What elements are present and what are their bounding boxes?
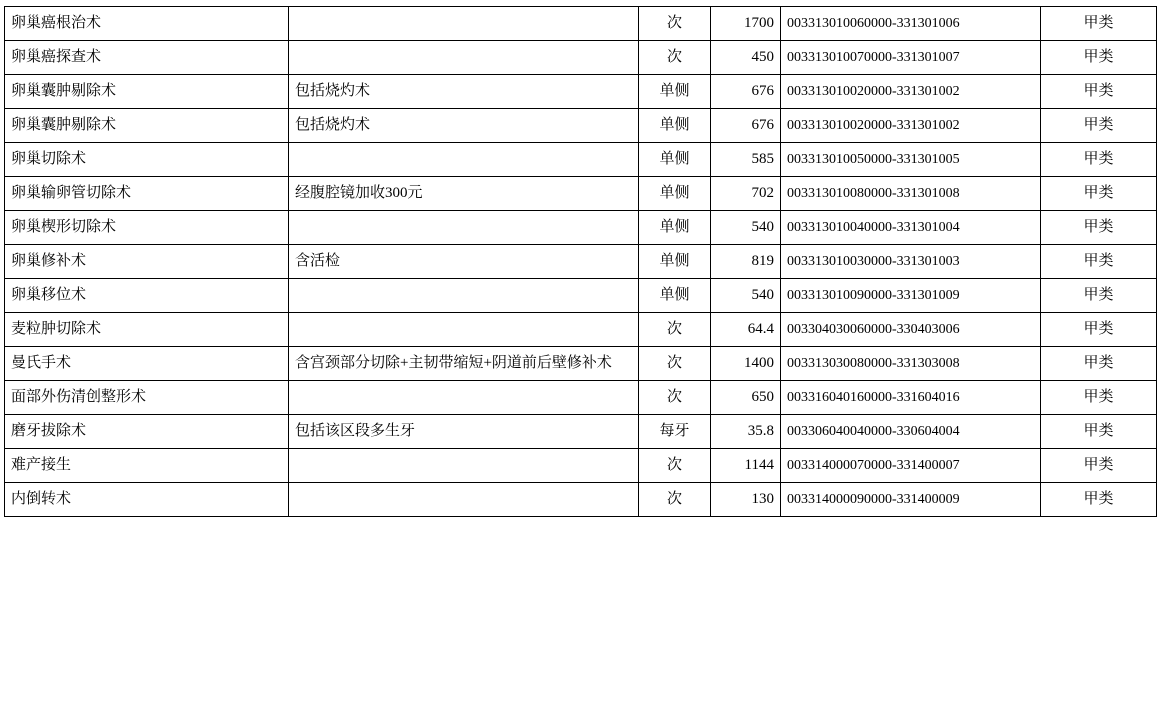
cell-item-description: 包括该区段多生牙 [289,415,639,449]
table-row [5,143,1157,177]
cell-price: 130 [711,483,781,517]
cell-item-name: 卵巢楔形切除术 [5,211,289,245]
cell-price: 819 [711,245,781,279]
cell-price: 64.4 [711,313,781,347]
cell-item-description [289,7,639,41]
cell-item-description [289,313,639,347]
cell-code: 003313010020000-331301002 [781,109,1041,143]
cell-code: 003313010080000-331301008 [781,177,1041,211]
cell-item-name: 卵巢囊肿剔除术 [5,109,289,143]
cell-item-name: 面部外伤清创整形术 [5,381,289,415]
cell-code: 003313010030000-331301003 [781,245,1041,279]
cell-unit: 单侧 [639,177,711,211]
cell-class: 甲类 [1041,109,1157,143]
cell-class: 甲类 [1041,347,1157,381]
cell-price: 540 [711,279,781,313]
cell-class: 甲类 [1041,7,1157,41]
cell-item-name: 内倒转术 [5,483,289,517]
cell-item-description [289,143,639,177]
table-row [5,449,1157,483]
cell-item-name: 磨牙拔除术 [5,415,289,449]
cell-code: 003313030080000-331303008 [781,347,1041,381]
cell-unit: 单侧 [639,245,711,279]
cell-item-name: 卵巢切除术 [5,143,289,177]
cell-item-description [289,483,639,517]
cell-unit: 次 [639,381,711,415]
cell-unit: 单侧 [639,211,711,245]
cell-item-name: 卵巢修补术 [5,245,289,279]
table-row [5,177,1157,211]
cell-unit: 每牙 [639,415,711,449]
cell-item-description [289,449,639,483]
cell-item-name: 麦粒肿切除术 [5,313,289,347]
cell-unit: 次 [639,449,711,483]
cell-code: 003313010050000-331301005 [781,143,1041,177]
cell-class: 甲类 [1041,449,1157,483]
cell-code: 003316040160000-331604016 [781,381,1041,415]
cell-unit: 次 [639,347,711,381]
cell-class: 甲类 [1041,415,1157,449]
table-row [5,279,1157,313]
cell-price: 650 [711,381,781,415]
table-row [5,347,1157,381]
cell-unit: 单侧 [639,279,711,313]
cell-price: 702 [711,177,781,211]
cell-price: 1144 [711,449,781,483]
table-row [5,41,1157,75]
cell-code: 003314000090000-331400009 [781,483,1041,517]
cell-item-name: 卵巢癌根治术 [5,7,289,41]
cell-price: 585 [711,143,781,177]
cell-price: 1700 [711,7,781,41]
cell-item-description [289,41,639,75]
cell-unit: 单侧 [639,75,711,109]
cell-unit: 单侧 [639,109,711,143]
cell-item-description [289,381,639,415]
cell-item-name: 卵巢癌探查术 [5,41,289,75]
cell-item-description [289,279,639,313]
cell-item-name: 卵巢输卵管切除术 [5,177,289,211]
cell-code: 003313010040000-331301004 [781,211,1041,245]
table-row [5,483,1157,517]
cell-code: 003314000070000-331400007 [781,449,1041,483]
cell-unit: 次 [639,313,711,347]
cell-unit: 次 [639,483,711,517]
table-row [5,211,1157,245]
cell-item-name: 卵巢移位术 [5,279,289,313]
cell-price: 450 [711,41,781,75]
cell-price: 540 [711,211,781,245]
cell-class: 甲类 [1041,245,1157,279]
price-table [4,6,1157,517]
table-row [5,109,1157,143]
cell-class: 甲类 [1041,483,1157,517]
cell-item-description: 包括烧灼术 [289,75,639,109]
cell-item-name: 曼氏手术 [5,347,289,381]
cell-code: 003313010020000-331301002 [781,75,1041,109]
cell-price: 1400 [711,347,781,381]
cell-price: 676 [711,109,781,143]
cell-item-name: 卵巢囊肿剔除术 [5,75,289,109]
cell-item-name: 难产接生 [5,449,289,483]
cell-code: 003313010090000-331301009 [781,279,1041,313]
cell-code: 003313010060000-331301006 [781,7,1041,41]
cell-class: 甲类 [1041,279,1157,313]
document-page [0,6,1160,726]
cell-code: 003313010070000-331301007 [781,41,1041,75]
cell-price: 35.8 [711,415,781,449]
cell-price: 676 [711,75,781,109]
cell-code: 003304030060000-330403006 [781,313,1041,347]
cell-item-description: 经腹腔镜加收300元 [289,177,639,211]
cell-class: 甲类 [1041,211,1157,245]
table-row [5,75,1157,109]
cell-class: 甲类 [1041,177,1157,211]
cell-item-description: 包括烧灼术 [289,109,639,143]
cell-class: 甲类 [1041,75,1157,109]
table-row [5,245,1157,279]
cell-unit: 次 [639,41,711,75]
table-row [5,7,1157,41]
cell-unit: 单侧 [639,143,711,177]
cell-class: 甲类 [1041,143,1157,177]
cell-unit: 次 [639,7,711,41]
cell-code: 003306040040000-330604004 [781,415,1041,449]
cell-item-description [289,211,639,245]
table-row [5,381,1157,415]
cell-class: 甲类 [1041,381,1157,415]
cell-item-description: 含宫颈部分切除+主韧带缩短+阴道前后壁修补术 [289,347,639,381]
table-row [5,415,1157,449]
cell-class: 甲类 [1041,41,1157,75]
cell-item-description: 含活检 [289,245,639,279]
cell-class: 甲类 [1041,313,1157,347]
price-table-body [5,7,1157,517]
table-row [5,313,1157,347]
